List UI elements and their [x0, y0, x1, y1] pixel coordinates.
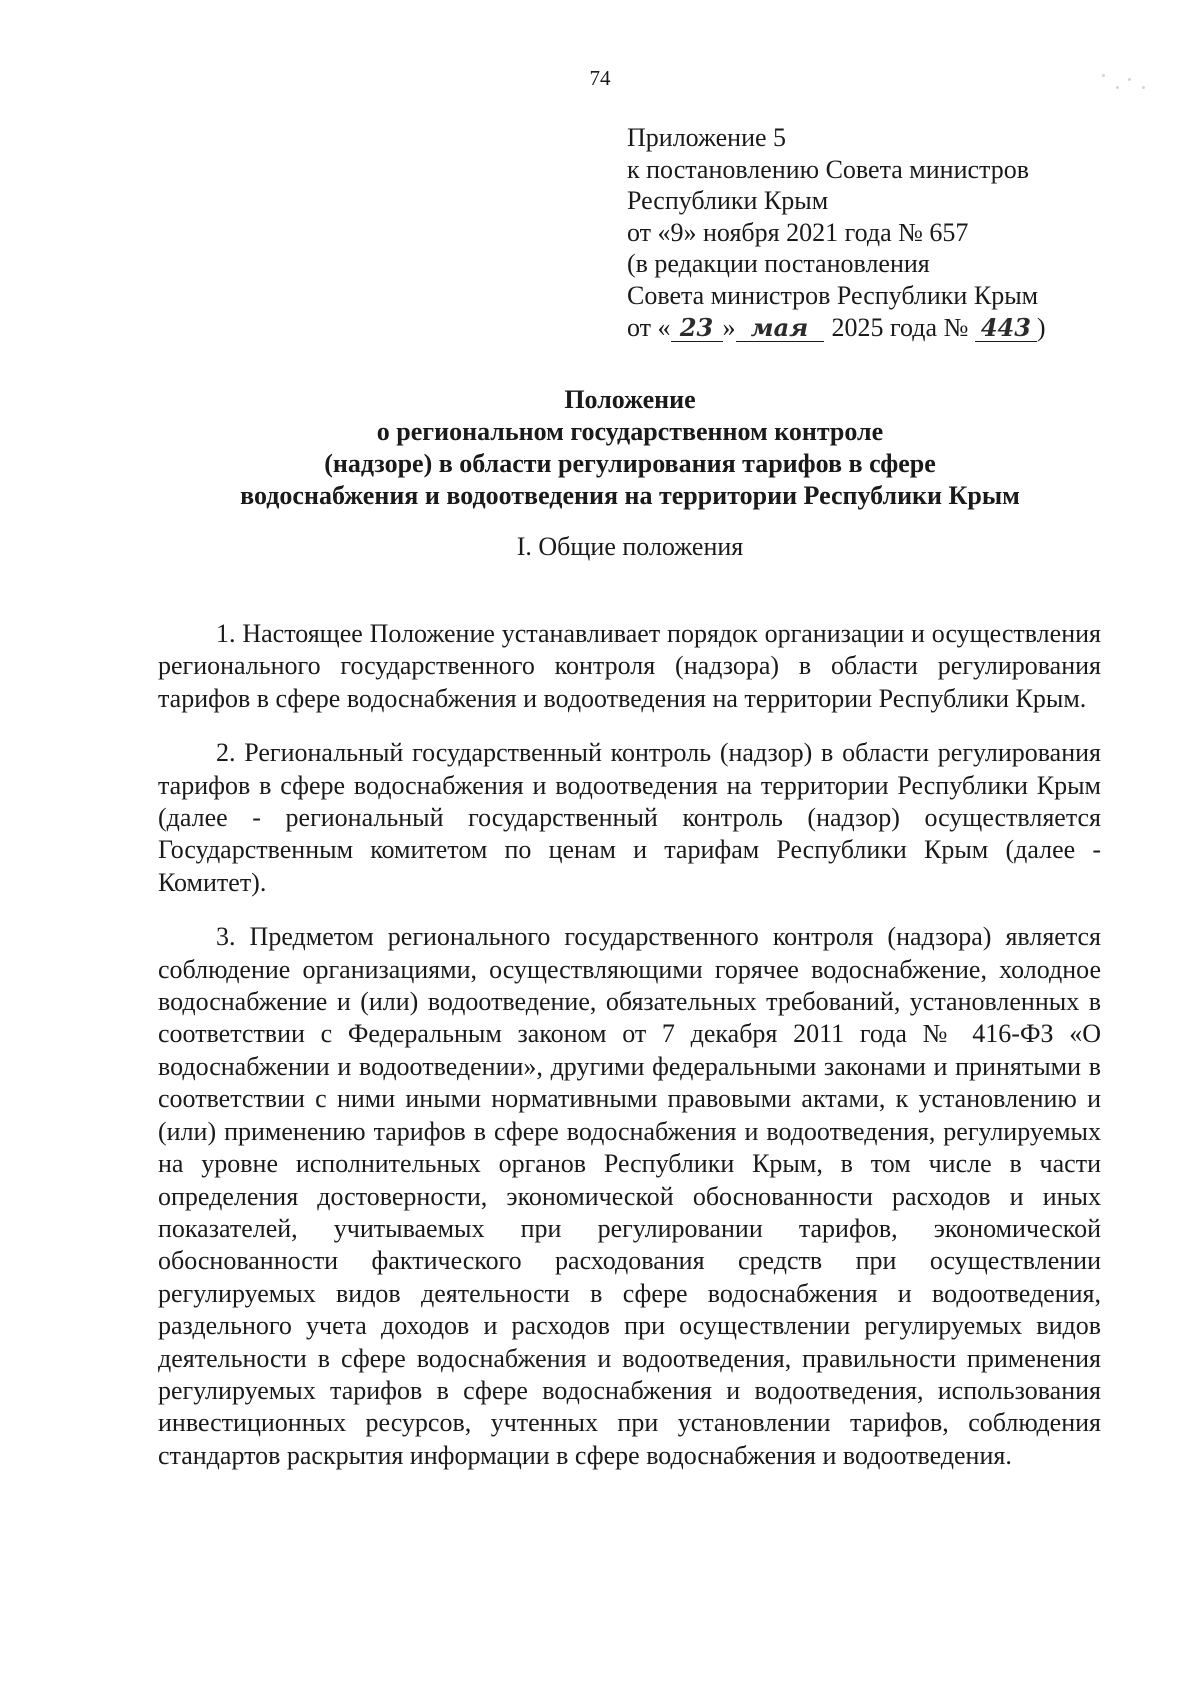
handwritten-day: 23 — [671, 315, 723, 342]
amendment-suffix: ) — [1036, 312, 1046, 342]
title-line: (надзоре) в области регулирования тарифов в сфере — [324, 449, 936, 478]
paragraph-2: 2. Региональный государственный контроль (надзор) в области регулирования тарифов в сфере водоснабжения и водоотведения на территории Республики Крым (далее - региональный государственный контроль (надзор) осуществляется Государственным комитетом по ценам и тарифам Республики Крым (далее - Комитет). — [158, 738, 1101, 897]
appendix-line: Республики Крым — [627, 186, 829, 216]
handwritten-number: 443 — [975, 315, 1037, 342]
page-number: 74 — [589, 66, 611, 90]
appendix-block — [627, 122, 1046, 343]
appendix-amendment-line — [627, 312, 1046, 344]
appendix-line: (в редакции постановления — [627, 249, 930, 279]
amendment-prefix: от « — [627, 312, 671, 342]
body-text — [158, 618, 1101, 1494]
appendix-line: от «9» ноября 2021 года № 657 — [627, 217, 969, 247]
appendix-line: Совета министров Республики Крым — [627, 280, 1039, 310]
appendix-line: Приложение 5 — [627, 123, 787, 152]
section-heading: I. Общие положения — [516, 532, 744, 561]
paragraph-1: 1. Настоящее Положение устанавливает порядок организации и осуществления регионального государственного контроля (надзора) в области регулирования тарифов в сфере водоснабжения и водоотведения на территории Республики Крым. — [158, 619, 1101, 713]
title-line: водоснабжения и водоотведения на территории Республики Крым — [240, 481, 1020, 510]
document-title — [0, 384, 1200, 512]
paragraph-3: 3. Предметом регионального государственного контроля (надзора) является соблюдение организациями, осуществляющими горячее водоснабжение, холодное водоснабжение и (или) водоотведение, обязательных требований, установленных в соответствии с Федеральным законом от 7 декабря 2011 года № 416-ФЗ «О водоснабжении и водоотведении», другими федеральными законами и принятыми в соответствии с ними иными нормативными правовыми актами, к установлению и (или) применению тарифов в сфере водоснабжения и водоотведения, регулируемых на уровне исполнительных органов Республики Крым, в том числе в части определения достоверности, экономической обоснованности расходов и иных показателей, учитываемых при регулировании тарифов, экономической обоснованности фактического расходования средств при осуществлении регулируемых видов деятельности в сфере водоснабжения и водоотведения, раздельного учета доходов и расходов при осуществлении регулируемых видов деятельности в сфере водоснабжения и водоотведения, правильности применения регулируемых тарифов в сфере водоснабжения и водоотведения, использования инвестиционных ресурсов, учтенных при установлении тарифов, соблюдения стандартов раскрытия информации в сфере водоснабжения и водоотведения. — [158, 922, 1101, 1470]
handwritten-month: мая — [736, 315, 824, 342]
amendment-mid: » — [722, 312, 736, 342]
appendix-line: к постановлению Совета министров — [627, 154, 1029, 184]
title-line: Положение — [564, 385, 696, 414]
amendment-year: 2025 года № — [831, 312, 969, 342]
scan-artifact — [1098, 72, 1148, 92]
title-line: о региональном государственном контроле — [376, 417, 884, 446]
